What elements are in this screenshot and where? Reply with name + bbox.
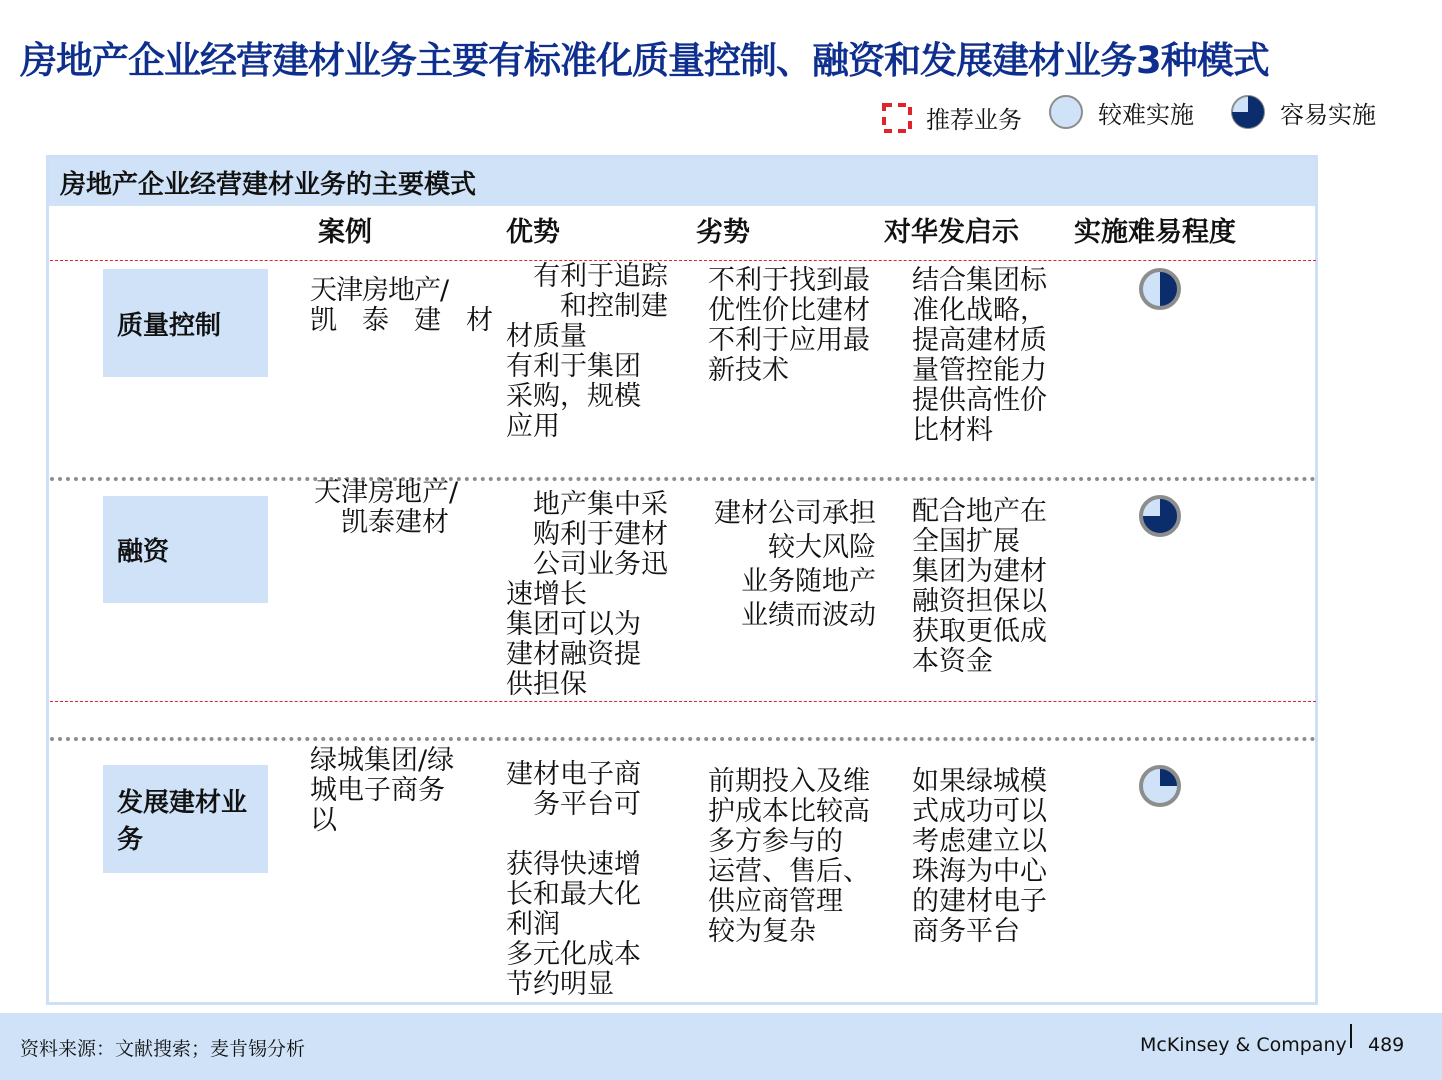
column-header-difficulty: 实施难易程度: [1074, 217, 1236, 248]
column-header-advantage: 优势: [506, 217, 560, 248]
row3-disadvantage: 前期投入及维 护成本比较高 多方参与的 运营、售后、 供应商管理 较为复杂: [708, 766, 870, 947]
mode-label-develop-business: 发展建材业务: [103, 765, 268, 873]
footer-separator: [1350, 1024, 1352, 1048]
column-header-disadvantage: 劣势: [696, 217, 750, 248]
row2-advantage: 地产集中采 购利于建材 公司业务迅 速增长 集团可以为 建材融资提 供担保: [506, 489, 668, 700]
dashed-box-icon: [882, 103, 912, 133]
mode-label-quality-control: 质量控制: [103, 269, 268, 377]
legend-hard: [1048, 94, 1194, 130]
three-quarter-circle-icon: [1230, 94, 1266, 130]
recommended-border-bottom: [50, 701, 1316, 702]
column-header-insight: 对华发启示: [884, 217, 1019, 248]
quarter-circle-icon: [1138, 764, 1182, 808]
row1-insight: 结合集团标 准化战略， 提高建材质 量管控能力 提供高性价 比材料: [912, 265, 1047, 446]
row1-advantage: 有利于追踪 和控制建 材质量 有利于集团 采购，规模 应用: [506, 261, 668, 442]
row2-case: 天津房地产/ 凯泰建材: [314, 477, 459, 538]
mode-label-financing: 融资: [103, 496, 268, 603]
recommended-border-top: [50, 260, 1316, 261]
row-divider: [50, 477, 1316, 481]
brand-name: McKinsey & Company: [1140, 1034, 1347, 1056]
page-title: 房地产企业经营建材业务主要有标准化质量控制、融资和发展建材业务3种模式: [20, 39, 1269, 82]
row2-disadvantage: 建材公司承担 较大风险 业务随地产 业绩而波动: [714, 498, 876, 631]
page-number: 489: [1368, 1034, 1405, 1056]
row3-advantage: 建材电子商 务平台可 获得快速增 长和最大化 利润 多元化成本 节约明显: [506, 759, 641, 1000]
legend-recommended: [882, 100, 1022, 135]
row1-case: [310, 250, 500, 336]
legend-hard-label: 较难实施: [1098, 100, 1194, 129]
empty-circle-icon: [1048, 94, 1084, 130]
row1-case-text: 天津房地产/ 凯 泰 建 材: [310, 275, 492, 336]
half-circle-icon: [1138, 267, 1182, 311]
column-header-case: 案例: [318, 217, 372, 248]
source-note: 资料来源：文献搜索；麦肯锡分析: [20, 1038, 306, 1060]
legend-recommended-label: 推荐业务: [926, 106, 1022, 134]
three-quarter-circle-icon: [1138, 494, 1182, 538]
legend-easy: [1230, 94, 1376, 130]
row3-case: 绿城集团/绿 城电子商务 以: [310, 745, 455, 836]
row1-disadvantage: 不利于找到最 优性价比建材 不利于应用最 新技术: [708, 265, 870, 386]
panel-title: 房地产企业经营建材业务的主要模式: [60, 170, 477, 200]
legend-easy-label: 容易实施: [1280, 100, 1376, 129]
row-divider: [50, 737, 1316, 741]
row3-insight: 如果绿城模 式成功可以 考虑建立以 珠海为中心 的建材电子 商务平台: [912, 766, 1047, 947]
row2-insight: 配合地产在 全国扩展 集团为建材 融资担保以 获取更低成 本资金: [912, 496, 1047, 677]
